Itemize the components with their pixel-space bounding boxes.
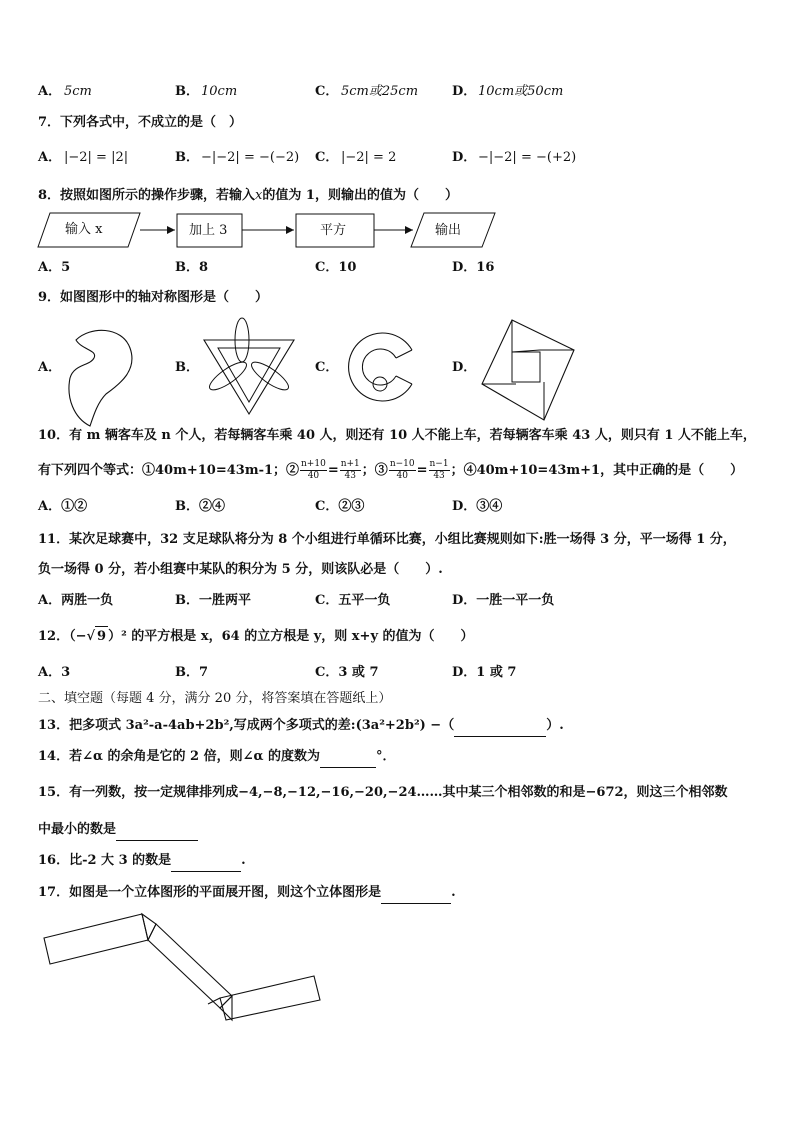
q17-post: . xyxy=(451,885,456,900)
figure-a-paisley xyxy=(60,318,160,438)
numerator: n+10 xyxy=(301,459,326,469)
flow-add-label: 加上 3 xyxy=(189,223,228,238)
option: B．一胜两平 xyxy=(175,593,251,608)
q14 xyxy=(38,747,396,768)
q7-stem: 7．下列各式中，不成立的是（ ） xyxy=(38,115,243,130)
option-value: 5cm xyxy=(64,84,92,99)
q10-line2-pre: 有下列四个等式：①40m+10=43m-1；② xyxy=(38,463,300,478)
answer-blank[interactable] xyxy=(454,716,546,737)
option: A．3 xyxy=(38,665,71,680)
q8-stem xyxy=(38,186,458,206)
q6-options xyxy=(0,82,794,106)
denominator: 40 xyxy=(307,471,320,481)
q17-pre: 17．如图是一个立体图形的平面展开图，则这个立体图形是 xyxy=(38,885,382,900)
fraction xyxy=(429,459,450,482)
q14-pre: 14．若∠α 的余角是它的 2 倍，则∠α 的度数为 xyxy=(38,749,321,764)
option-value: |−2| = |2| xyxy=(64,150,129,165)
option-value: |−2| = 2 xyxy=(341,150,397,165)
option-label: B． xyxy=(175,360,199,375)
option: D．③④ xyxy=(452,499,503,514)
option: C．五平一负 xyxy=(315,593,391,608)
option-value: 10cm或50cm xyxy=(478,84,564,99)
flow-input-label: 输入 x xyxy=(65,222,103,237)
q9-stem: 9．如图图形中的轴对称图形是（ ） xyxy=(38,290,269,305)
option-label: D． xyxy=(452,150,477,165)
fraction xyxy=(300,459,327,482)
option-label: D． xyxy=(452,84,477,99)
figure-c-ring xyxy=(338,318,438,418)
q12-radicand: 9 xyxy=(95,626,108,647)
numerator: n+1 xyxy=(340,459,360,469)
q16 xyxy=(38,851,246,872)
q10-mid: ；③ xyxy=(361,463,388,478)
option: A．两胜一负 xyxy=(38,593,114,608)
q14-post: °． xyxy=(376,749,396,764)
option-label: A． xyxy=(38,150,62,165)
option: A．5 xyxy=(38,260,71,275)
q8-stem-var: x xyxy=(255,188,263,203)
option-label: C． xyxy=(315,150,339,165)
q11-line1: 11．某次足球赛中，32 支足球队将分为 8 个小组进行单循环比赛，小组比赛规则如下:胜一场得 3 分，平一场得 1 分， xyxy=(38,532,736,547)
q10-line2-post: ；④40m+10=43m+1，其中正确的是（ ） xyxy=(450,463,744,478)
option-label: B． xyxy=(175,150,199,165)
option-label: A． xyxy=(38,360,62,375)
figure-b-triangle-ellipses xyxy=(198,318,308,418)
q12-pre: 12．（− xyxy=(38,629,87,644)
option: B．7 xyxy=(175,665,209,680)
q12-post: ）² 的平方根是 x，64 的立方根是 y，则 x+y 的值为（ ） xyxy=(108,629,474,644)
option-value: 10cm xyxy=(201,84,238,99)
option: A．①② xyxy=(38,499,88,514)
denominator: 40 xyxy=(396,471,408,481)
q8-options xyxy=(0,258,794,282)
flow-output-label: 输出 xyxy=(435,223,462,238)
denominator: 43 xyxy=(344,471,356,481)
denominator: 43 xyxy=(433,471,445,481)
option-label: A． xyxy=(38,84,62,99)
q11-options xyxy=(0,591,794,615)
answer-blank[interactable] xyxy=(171,851,241,872)
option: D．1 或 7 xyxy=(452,665,517,680)
arrowhead xyxy=(286,226,294,234)
numerator: n−10 xyxy=(389,459,415,469)
option-value: −|−2| = −(−2) xyxy=(201,150,300,165)
q13-post: ）. xyxy=(546,718,564,733)
q10-line2: 有下列四个等式：①40m+10=43m-1；② $\frac{n+10}{40}$ = $\frac{n+1}{43}$ ；③ $\frac{n-10}{40}$ = $\frac{n-1}{43}$ ；④40m+10=43m+1，其中正确的是（ ） xyxy=(38,459,744,481)
section-heading: 二、填空题（每题 4 分，满分 20 分，将答案填在答题纸上） xyxy=(38,691,392,706)
q8-stem-pre: 8．按照如图所示的操作步骤，若输入 xyxy=(38,188,256,203)
q16-post: . xyxy=(241,853,246,868)
q16-pre: 16．比-2 大 3 的数是 xyxy=(38,853,172,868)
option-label: D． xyxy=(452,360,477,375)
q10-options xyxy=(0,497,794,521)
option: C．②③ xyxy=(315,499,365,514)
q8-stem-post: 的值为 1，则输出的值为（ ） xyxy=(262,188,458,203)
option: B．②④ xyxy=(175,499,225,514)
option-value: 5cm或25cm xyxy=(341,84,419,99)
numerator: n−1 xyxy=(429,459,449,469)
flow-square-label: 平方 xyxy=(320,223,347,238)
q10-line1: 10．有 m 辆客车及 n 个人，若每辆客车乘 40 人，则还有 10 人不能上车，若每辆客车乘 43 人，则只有 1 人不能上车， xyxy=(38,428,756,443)
option-label: C． xyxy=(315,360,339,375)
q8-flowchart xyxy=(0,205,794,265)
q15-line2-text: 中最小的数是 xyxy=(38,822,117,837)
answer-blank[interactable] xyxy=(116,820,198,841)
q11-line2: 负一场得 0 分，若小组赛中某队的积分为 5 分，则该队必是（ ）. xyxy=(38,562,443,577)
arrowhead xyxy=(167,226,175,234)
fraction xyxy=(340,459,361,482)
option-label: B． xyxy=(175,84,199,99)
q7-options xyxy=(0,148,794,172)
fraction xyxy=(389,459,416,482)
figure-d-square-pattern xyxy=(478,316,588,436)
q12-options xyxy=(0,663,794,687)
option: B．8 xyxy=(175,260,209,275)
q15-line2 xyxy=(38,820,198,841)
q15-line1: 15．有一列数，按一定规律排列成−4,−8,−12,−16,−20,−24……其中某三个相邻数的和是−672，则这三个相邻数 xyxy=(38,785,728,800)
answer-blank[interactable] xyxy=(320,747,376,768)
option: D．16 xyxy=(452,260,495,275)
option: D．一胜一平一负 xyxy=(452,593,555,608)
option: C．10 xyxy=(315,260,357,275)
q12-stem: 12．（−√ 9 ）² 的平方根是 x，64 的立方根是 y，则 x+y 的值为（ ） xyxy=(38,626,474,647)
q17-net-figure xyxy=(0,900,794,1040)
option-label: C． xyxy=(315,84,339,99)
q13 xyxy=(38,716,564,737)
option: C．3 或 7 xyxy=(315,665,379,680)
q13-pre: 13．把多项式 3a²-a-4ab+2b²,写成两个多项式的差:(3a²+2b²) −（ xyxy=(38,718,455,733)
option-value: −|−2| = −(+2) xyxy=(478,150,577,165)
arrowhead xyxy=(405,226,413,234)
